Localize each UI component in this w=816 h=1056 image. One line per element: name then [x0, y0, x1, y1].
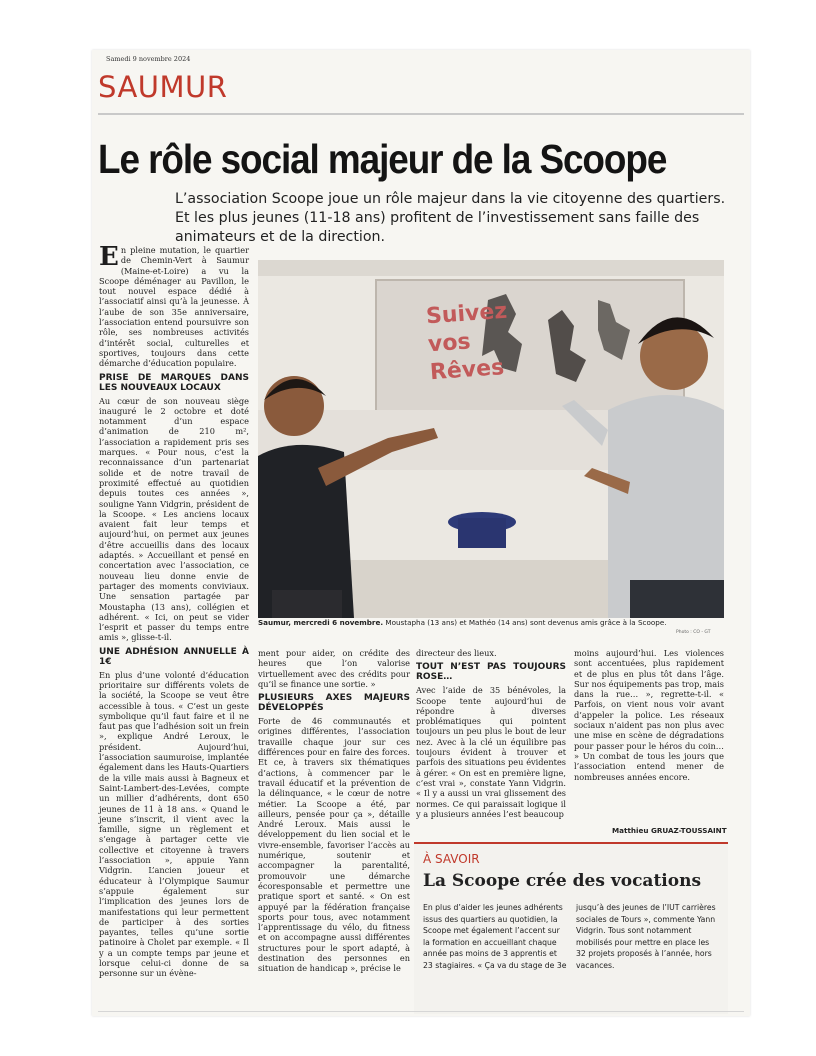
paragraph-3: Forte de 46 communautés et origines différentes, l’association travaille chaque jour sur ces différences pour en faire des forces. Et ce, à travers six thématiques d’actions, à commencer par le travail éducatif et la prévention de la délinquance, « le cœur de notre métier. La Scoope a été, par ailleurs, pensée pour ça », détaille André Leroux. Mais aussi le développement du lien social et le vivre-ensemble, favoriser l’accès au numérique, soutenir et accompagner la parentalité, promouvoir une démarche écoresponsable et permettre une pratique sport et santé. « On est appuyé par la fédération française sports pour tous, avec notamment l’apprentissage du vélo, du fitness et on accompagne aussi différentes structures pour le sport adapté, à destination des personnes en situation de handicap », précise le: [258, 716, 410, 974]
footer-rule: [98, 1011, 744, 1012]
photo-credit: Photo : CO - GT: [676, 630, 711, 635]
caption-text: Moustapha (13 ans) et Mathéo (14 ans) sont devenus amis grâce à la Scoope.: [385, 618, 667, 627]
caption-place: Saumur, mercredi 6 novembre.: [258, 618, 384, 627]
photo-wall-text: Suivez vos Rêves: [425, 298, 508, 386]
author-signature: Matthieu GRUAZ-TOUSSAINT: [612, 826, 727, 835]
article-headline: Le rôle social majeur de la Scoope: [98, 136, 667, 182]
sidebar-column-1: En plus d’aider les jeunes adhérents issus des quartiers au quotidien, la Scoope met également l’accent sur la formation en accueillant chaque année pas moins de 3 apprentis et 23 stagiaires. « Ça va du stage de 3e: [423, 903, 567, 970]
sidebar-title: La Scoope crée des vocations: [423, 871, 702, 891]
paragraph-2-continued: ment pour aider, on crédite des heures que l’on valorise virtuellement avec des crédits pour qu’il se finance une sortie. »: [258, 648, 410, 689]
paragraph-1: Au cœur de son nouveau siège inauguré le 2 octobre et doté notamment d’un espace d’animation de 210 m², l’association a rapidement pris ses marques. « Pour nous, c’est la reconnaissance d’un partenariat solide et de notre travail de proximité effectué au quotidien depuis toutes ces années », souligne Yann Vidgrin, président de la Scoope. « Les anciens locaux avaient fait leur temps et aujourd’hui, on permet aux jeunes d’être accueillis dans des locaux adaptés. » Accueillant et pensé en concertation avec l’association, ce nouveau lieu donne envie de partager des moments conviviaux. Une sensation partagée par Moustapha (13 ans), collégien et adhérent. « Ici, on peut se vider l’esprit et passer du temps entre amis », glisse-t-il.: [99, 395, 249, 643]
paragraph-3-continued: directeur des lieux.: [416, 648, 497, 658]
drop-cap: E: [99, 242, 119, 272]
column-2: [258, 648, 410, 974]
paragraph-4: Avec l’aide de 35 bénévoles, la Scoope tente aujourd’hui de répondre à diverses problématiques qui pointent toujours un peu plus le bout de leur nez. Avec à la clé un équilibre pas toujours évident à trouver et parfois des situations peu évidentes à gérer. « On est en première ligne, c’est vrai », constate Yann Vidgrin. « Il y a aussi un vrai glissement des normes. Ce qui paraissait logique il y a plusieurs années l’est beaucoup: [416, 685, 566, 819]
subhead-2: UNE ADHÉSION ANNUELLE À 1€: [99, 646, 249, 667]
column-4: [574, 648, 724, 782]
issue-date: Samedi 9 novembre 2024: [106, 55, 191, 63]
sidebar-column-2: jusqu’à des jeunes de l’IUT carrières sociales de Tours », commente Yann Vidgrin. Tous sont notamment mobilisés pour mettre en place les 32 projets proposés à l’année, hors vacances.: [576, 903, 716, 970]
subhead-4: TOUT N’EST PAS TOUJOURS ROSE…: [416, 662, 566, 683]
intro-paragraph: En pleine mutation, le quartier de Chemin-Vert à Saumur (Maine-et-Loire) a vu la Scoope déménager au Pavillon, le tout nouvel espace dédié à l’associatif ainsi qu’à la jeunesse. À l’aube de son 35e anniversaire, l’association entend poursuivre son rôle, ses nombreuses activités d’intérêt social, culturelles et sportives, toujours dans cette démarche d’éducation populaire.: [99, 242, 249, 369]
sidebar-label: À SAVOIR: [423, 852, 480, 866]
header-rule: [98, 113, 744, 115]
column-1: [99, 242, 249, 979]
column-3: [416, 648, 566, 819]
article-photo: [258, 260, 724, 618]
sidebar-box: [414, 842, 728, 1014]
subhead-1: PRISE DE MARQUES DANS LES NOUVEAUX LOCAUX: [99, 372, 249, 393]
section-title: SAUMUR: [98, 70, 228, 104]
subhead-3: PLUSIEURS AXES MAJEURS DÉVELOPPÉS: [258, 693, 410, 714]
newspaper-page: [92, 50, 750, 1016]
paragraph-5: moins aujourd’hui. Les violences sont accentuées, plus rapidement et de plus en plus tôt dans l’âge. Sur nos équipements pas trop, mais dans la rue… », regrette-t-il. « Parfois, on vient nous voir avant d’appeler la police. Les réseaux sociaux n’aident pas non plus avec une mise en scène de dégradations pour passer pour le héros du coin… » Un combat de tous les jours que l’association entend mener de nombreuses années encore.: [574, 648, 724, 782]
photo-caption: [258, 618, 724, 627]
paragraph-2: En plus d’une volonté d’éducation prioritaire sur différents volets de la société, la Scoope se veut être accessible à tous. « C’est un geste symbolique qu’il faut faire et il ne faut pas que l’adhésion soit un frein », explique André Leroux, le président. Aujourd’hui, l’association saumuroise, implantée également dans les Hauts-Quartiers de la ville mais aussi à Bagneux et Saint-Lambert-des-Levées, compte un millier d’adhérents, dont 650 jeunes de 11 à 18 ans. « Quand le jeune s’inscrit, il vient avec la famille, signe un règlement et s’engage à partager cette vie collective et citoyenne à travers l’association », appuie Yann Vidgrin. L’ancien joueur et éducateur à l’Olympique Saumur s’appuie également sur l’implication des jeunes lors de manifestations qui leur permettent de participer à des sorties payantes, telles qu’une sortie patinoire à Cholet par exemple. « Il y a un compte temps par jeune et lorsque celui-ci donne de sa personne sur un évène-: [99, 669, 249, 979]
article-lede: L’association Scoope joue un rôle majeur dans la vie citoyenne des quartiers. Et les plus jeunes (11-18 ans) profitent de l’investissement sans faille des animateurs et de la direction.: [175, 191, 726, 245]
